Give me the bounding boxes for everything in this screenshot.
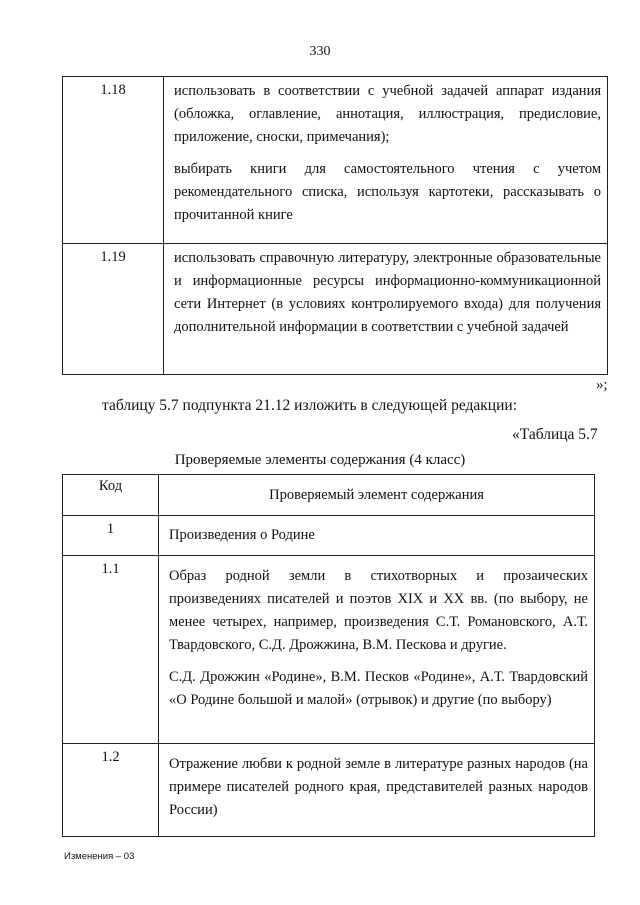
table-row [63, 744, 595, 837]
header-element: Проверяемый элемент содержания [159, 475, 595, 516]
closing-quote: »; [596, 377, 608, 393]
row-paragraph: С.Д. Дрожжин «Родине», В.М. Песков «Родине», А.Т. Твардовский «О Родине большой и малой» (отрывок) и другие (по выбору) [169, 669, 588, 708]
row-code: 1 [63, 516, 159, 556]
header-code: Код [63, 475, 159, 516]
content-elements-table [62, 474, 595, 837]
table-row [63, 244, 608, 375]
row-paragraph: использовать в соответствии с учебной задачей аппарат издания (обложка, оглавление, аннотация, иллюстрация, предисловие, приложение, сноски, примечания); [174, 83, 601, 145]
row-paragraph: Отражение любви к родной земле в литературе разных народов (на примере писателей родного края, представителей разных народов России) [169, 756, 588, 818]
table-row [63, 516, 595, 556]
table-row [63, 556, 595, 744]
row-content [159, 744, 595, 837]
row-content [164, 77, 608, 244]
row-content [159, 516, 595, 556]
row-code: 1.2 [63, 744, 159, 837]
row-code: 1.18 [63, 77, 164, 244]
row-paragraph: использовать справочную литературу, электронные образовательные и информационные ресурсы информационно-коммуникационной сети Интернет (в условиях контролируемого входа) для получения дополнительной информации в соответствии с учебной задачей [174, 250, 601, 335]
table-header-row [63, 475, 595, 516]
skills-table-continued [62, 76, 608, 375]
row-paragraph: Произведения о Родине [169, 526, 315, 543]
page-number: 330 [309, 44, 331, 59]
row-code: 1.19 [63, 244, 164, 375]
amendment-instruction: таблицу 5.7 подпункта 21.12 изложить в следующей редакции: [102, 397, 517, 414]
row-code: 1.1 [63, 556, 159, 744]
row-paragraph: выбирать книги для самостоятельного чтения с учетом рекомендательного списка, используя картотеки, рассказывать о прочитанной книге [174, 161, 601, 223]
table-row [63, 77, 608, 244]
row-content [159, 556, 595, 744]
footer-note: Изменения – 03 [64, 851, 135, 862]
table-caption: Проверяемые элементы содержания (4 класс) [174, 452, 466, 468]
row-paragraph: Образ родной земли в стихотворных и прозаических произведениях писателей и поэтов XIX и XX вв. (по выбору, не менее четырех, например, произведения С.Т. Романовского, А.Т. Твардовского, С.Д. Дрожжина, В.М. Пескова и другие. [169, 568, 588, 653]
row-content [164, 244, 608, 375]
table-label: «Таблица 5.7 [512, 426, 598, 443]
